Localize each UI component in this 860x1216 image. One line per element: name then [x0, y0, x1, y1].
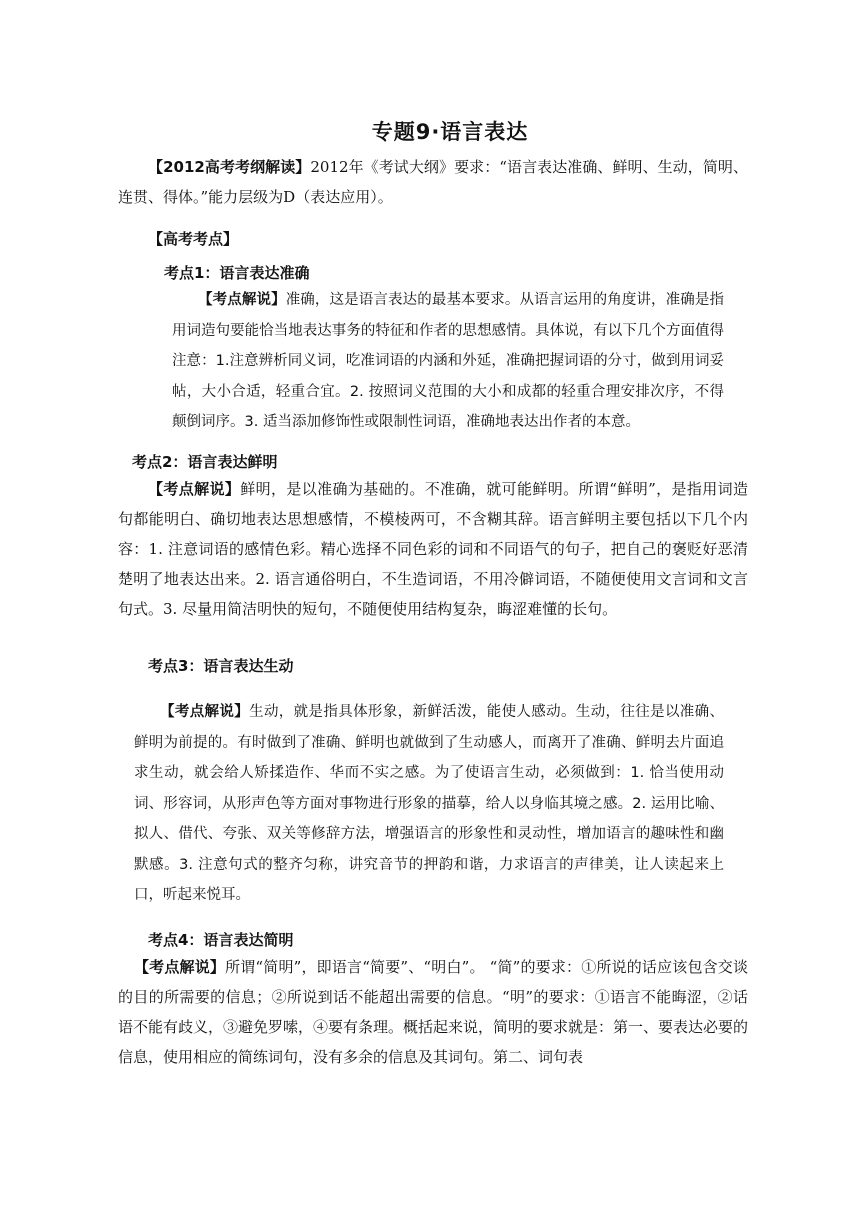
point-3-text: 生动，就是指具体形象，新鲜活泼，能使人感动。生动，往往是以准确、鲜明为前提的。有时做到了准确、鲜明也就做到了生动感人，而离开了准确、鲜明去片面追求生动，就会给人矫揉造作、华而不实之感。为了使语言生动，必须做到：1. 恰当使用动词、形容词，从形声色等方面对事物进行形象的描摹，给人以身临其境之感。2. 运用比喻、拟人、借代、夸张、双关等修辞方法，增强语言的形象性和灵动性，增加语言的趣味性和幽默感。3. 注意句式的整齐匀称，讲究音节的押韵和谐，力求语言的声律美，让人读起来上口，听起来悦耳。	[134, 704, 724, 903]
section-heading: 【高考考点】	[148, 230, 239, 248]
point-2-text: 鲜明，是以准确为基础的。不准确，就可能鲜明。所谓“鲜明”，是指用词造句都能明白、确切地表达思想感情，不模棱两可，不含糊其辞。语言鲜明主要包括以下几个内容：1. 注意词语的感情色彩。精心选择不同色彩的词和不同语气的句子，把自己的褒贬好恶清楚明了地表达出来。2. 语言通俗明白，不生造词语，不用冷僻词语，不随便使用文言词和文言句式。3. 尽量用简洁明快的短句，不随便使用结构复杂，晦涩难懂的长句。	[118, 480, 748, 618]
point-2-heading: 考点2：语言表达鲜明	[132, 453, 278, 471]
page-title: 专题9·语言表达	[371, 120, 529, 144]
intro-text: 2012年《考试大纲》要求：“语言表达准确、鲜明、生动，简明、连贯、得体。”能力层级为D（表达应用）。	[118, 158, 748, 206]
point-1-label: 【考点解说】	[198, 292, 286, 308]
intro-paragraph	[118, 152, 748, 212]
point-4-label: 【考点解说】	[134, 958, 226, 976]
point-1-paragraph	[172, 285, 724, 438]
point-2-paragraph	[118, 474, 748, 624]
point-4-heading: 考点4：语言表达简明	[148, 931, 294, 949]
point-3-paragraph	[134, 697, 724, 911]
point-2-label: 【考点解说】	[148, 480, 241, 498]
point-1-heading: 考点1：语言表达准确	[164, 264, 310, 282]
point-1-text: 准确，这是语言表达的最基本要求。从语言运用的角度讲，准确是指用词造句要能恰当地表达事务的特征和作者的思想感情。具体说，有以下几个方面值得注意：1.注意辨析同义词，吃准词语的内涵和外延，准确把握词语的分寸，做到用词妥帖，大小合适，轻重合宜。2. 按照词义范围的大小和成都的轻重合理安排次序，不得颠倒词序。3. 适当添加修饰性或限制性词语，准确地表达出作者的本意。	[172, 292, 724, 430]
point-3-heading: 考点3：语言表达生动	[148, 657, 294, 675]
point-3-label: 【考点解说】	[160, 704, 250, 720]
point-4-paragraph	[118, 952, 748, 1072]
point-4-text: 所谓“简明”，即语言“简要”、“明白”。 “简”的要求：①所说的话应该包含交谈的目的所需要的信息；②所说到话不能超出需要的信息。“明”的要求：①语言不能晦涩，②话语不能有歧义，③避免罗嗦，④要有条理。概括起来说，简明的要求就是：第一、要表达必要的信息，使用相应的简练词句，没有多余的信息及其词句。第二、词句表	[118, 958, 749, 1066]
intro-label: 【2012高考考纲解读】	[148, 158, 311, 176]
